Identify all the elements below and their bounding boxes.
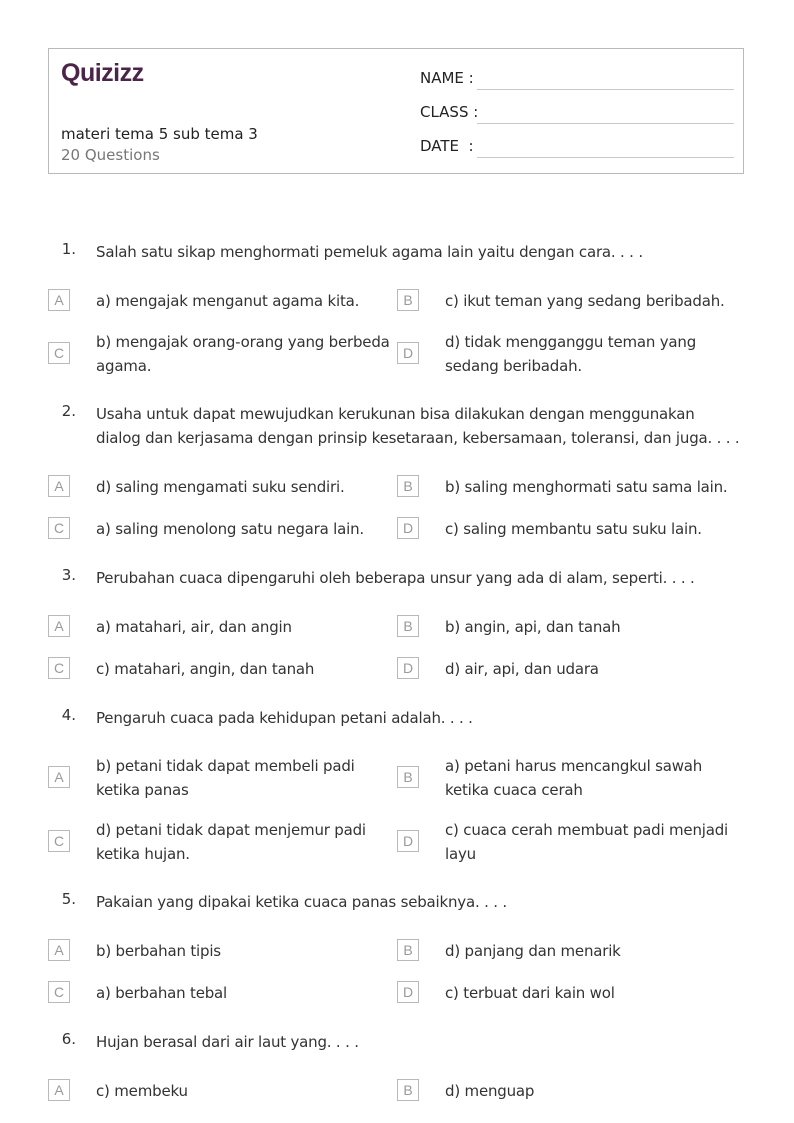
option-text: a) matahari, air, dan angin	[96, 618, 292, 636]
option-letter-box[interactable]: D	[397, 657, 419, 679]
name-line	[477, 89, 734, 90]
option-text: c) ikut teman yang sedang beribadah.	[445, 292, 725, 310]
option-text: d) air, api, dan udara	[445, 660, 599, 678]
date-field[interactable]	[420, 137, 734, 159]
option-letter-box[interactable]: D	[397, 342, 419, 364]
option-letter-box[interactable]: A	[48, 939, 70, 961]
option-text: b) mengajak orang-orang yang berbeda agama.	[96, 333, 390, 375]
option-letter-box[interactable]: C	[48, 517, 70, 539]
option-text: c) membeku	[96, 1082, 188, 1100]
question-text: Pengaruh cuaca pada kehidupan petani adalah. . . .	[96, 709, 473, 727]
option-letter-box[interactable]: C	[48, 830, 70, 852]
class-line	[477, 123, 734, 124]
quizizz-logo: Quizizz	[61, 59, 144, 87]
option-text: d) petani tidak dapat menjemur padi ketika hujan.	[96, 821, 366, 863]
date-line	[477, 157, 734, 158]
option-letter-box[interactable]: D	[397, 981, 419, 1003]
question-number: 6.	[61, 1030, 76, 1048]
option-letter-box[interactable]: B	[397, 1079, 419, 1101]
option-text: b) angin, api, dan tanah	[445, 618, 621, 636]
option-text: a) petani harus mencangkul sawah ketika cuaca cerah	[445, 757, 703, 799]
option-text: b) saling menghormati satu sama lain.	[445, 478, 728, 496]
name-field[interactable]	[420, 69, 734, 91]
option-letter-box[interactable]: A	[48, 289, 70, 311]
option-letter-box[interactable]: C	[48, 981, 70, 1003]
question-text: Perubahan cuaca dipengaruhi oleh beberapa unsur yang ada di alam, seperti. . . .	[96, 569, 695, 587]
option-letter-box[interactable]: C	[48, 342, 70, 364]
question-text: Salah satu sikap menghormati pemeluk agama lain yaitu dengan cara. . . .	[96, 243, 643, 261]
option-letter-box[interactable]: B	[397, 615, 419, 637]
option-text: a) mengajak menganut agama kita.	[96, 292, 360, 310]
option-text: a) saling menolong satu negara lain.	[96, 520, 364, 538]
option-text: c) matahari, angin, dan tanah	[96, 660, 315, 678]
option-letter-box[interactable]: C	[48, 657, 70, 679]
question-number: 3.	[61, 566, 76, 584]
option-letter-box[interactable]: D	[397, 517, 419, 539]
question-text: Hujan berasal dari air laut yang. . . .	[96, 1033, 359, 1051]
question-number: 2.	[61, 402, 76, 420]
question-count: 20 Questions	[61, 146, 160, 164]
name-label: NAME :	[420, 69, 474, 87]
option-letter-box[interactable]: D	[397, 830, 419, 852]
question-number: 4.	[61, 706, 76, 724]
option-letter-box[interactable]: A	[48, 766, 70, 788]
option-text: b) petani tidak dapat membeli padi ketika panas	[96, 757, 355, 799]
option-text: a) berbahan tebal	[96, 984, 228, 1002]
worksheet-title: materi tema 5 sub tema 3	[61, 125, 258, 143]
option-text: b) berbahan tipis	[96, 942, 221, 960]
option-letter-box[interactable]: B	[397, 766, 419, 788]
option-letter-box[interactable]: B	[397, 289, 419, 311]
option-letter-box[interactable]: B	[397, 475, 419, 497]
question-number: 5.	[61, 890, 76, 908]
option-text: d) panjang dan menarik	[445, 942, 621, 960]
worksheet-header	[48, 48, 744, 174]
class-label: CLASS :	[420, 103, 479, 121]
option-text: d) tidak mengganggu teman yang sedang beribadah.	[445, 333, 697, 375]
option-letter-box[interactable]: A	[48, 475, 70, 497]
option-text: d) saling mengamati suku sendiri.	[96, 478, 345, 496]
date-label: DATE :	[420, 137, 474, 155]
option-text: c) saling membantu satu suku lain.	[445, 520, 702, 538]
question-text: Pakaian yang dipakai ketika cuaca panas sebaiknya. . . .	[96, 893, 507, 911]
question-number: 1.	[61, 240, 76, 258]
option-text: d) menguap	[445, 1082, 535, 1100]
question-text: Usaha untuk dapat mewujudkan kerukunan bisa dilakukan dengan menggunakan dialog dan kerjasama dengan prinsip kesetaraan, kebersamaan, toleransi, dan juga. . . .	[96, 405, 740, 447]
option-letter-box[interactable]: B	[397, 939, 419, 961]
option-letter-box[interactable]: A	[48, 1079, 70, 1101]
class-field[interactable]	[420, 103, 734, 125]
option-text: c) cuaca cerah membuat padi menjadi layu	[445, 821, 729, 863]
option-letter-box[interactable]: A	[48, 615, 70, 637]
option-text: c) terbuat dari kain wol	[445, 984, 615, 1002]
